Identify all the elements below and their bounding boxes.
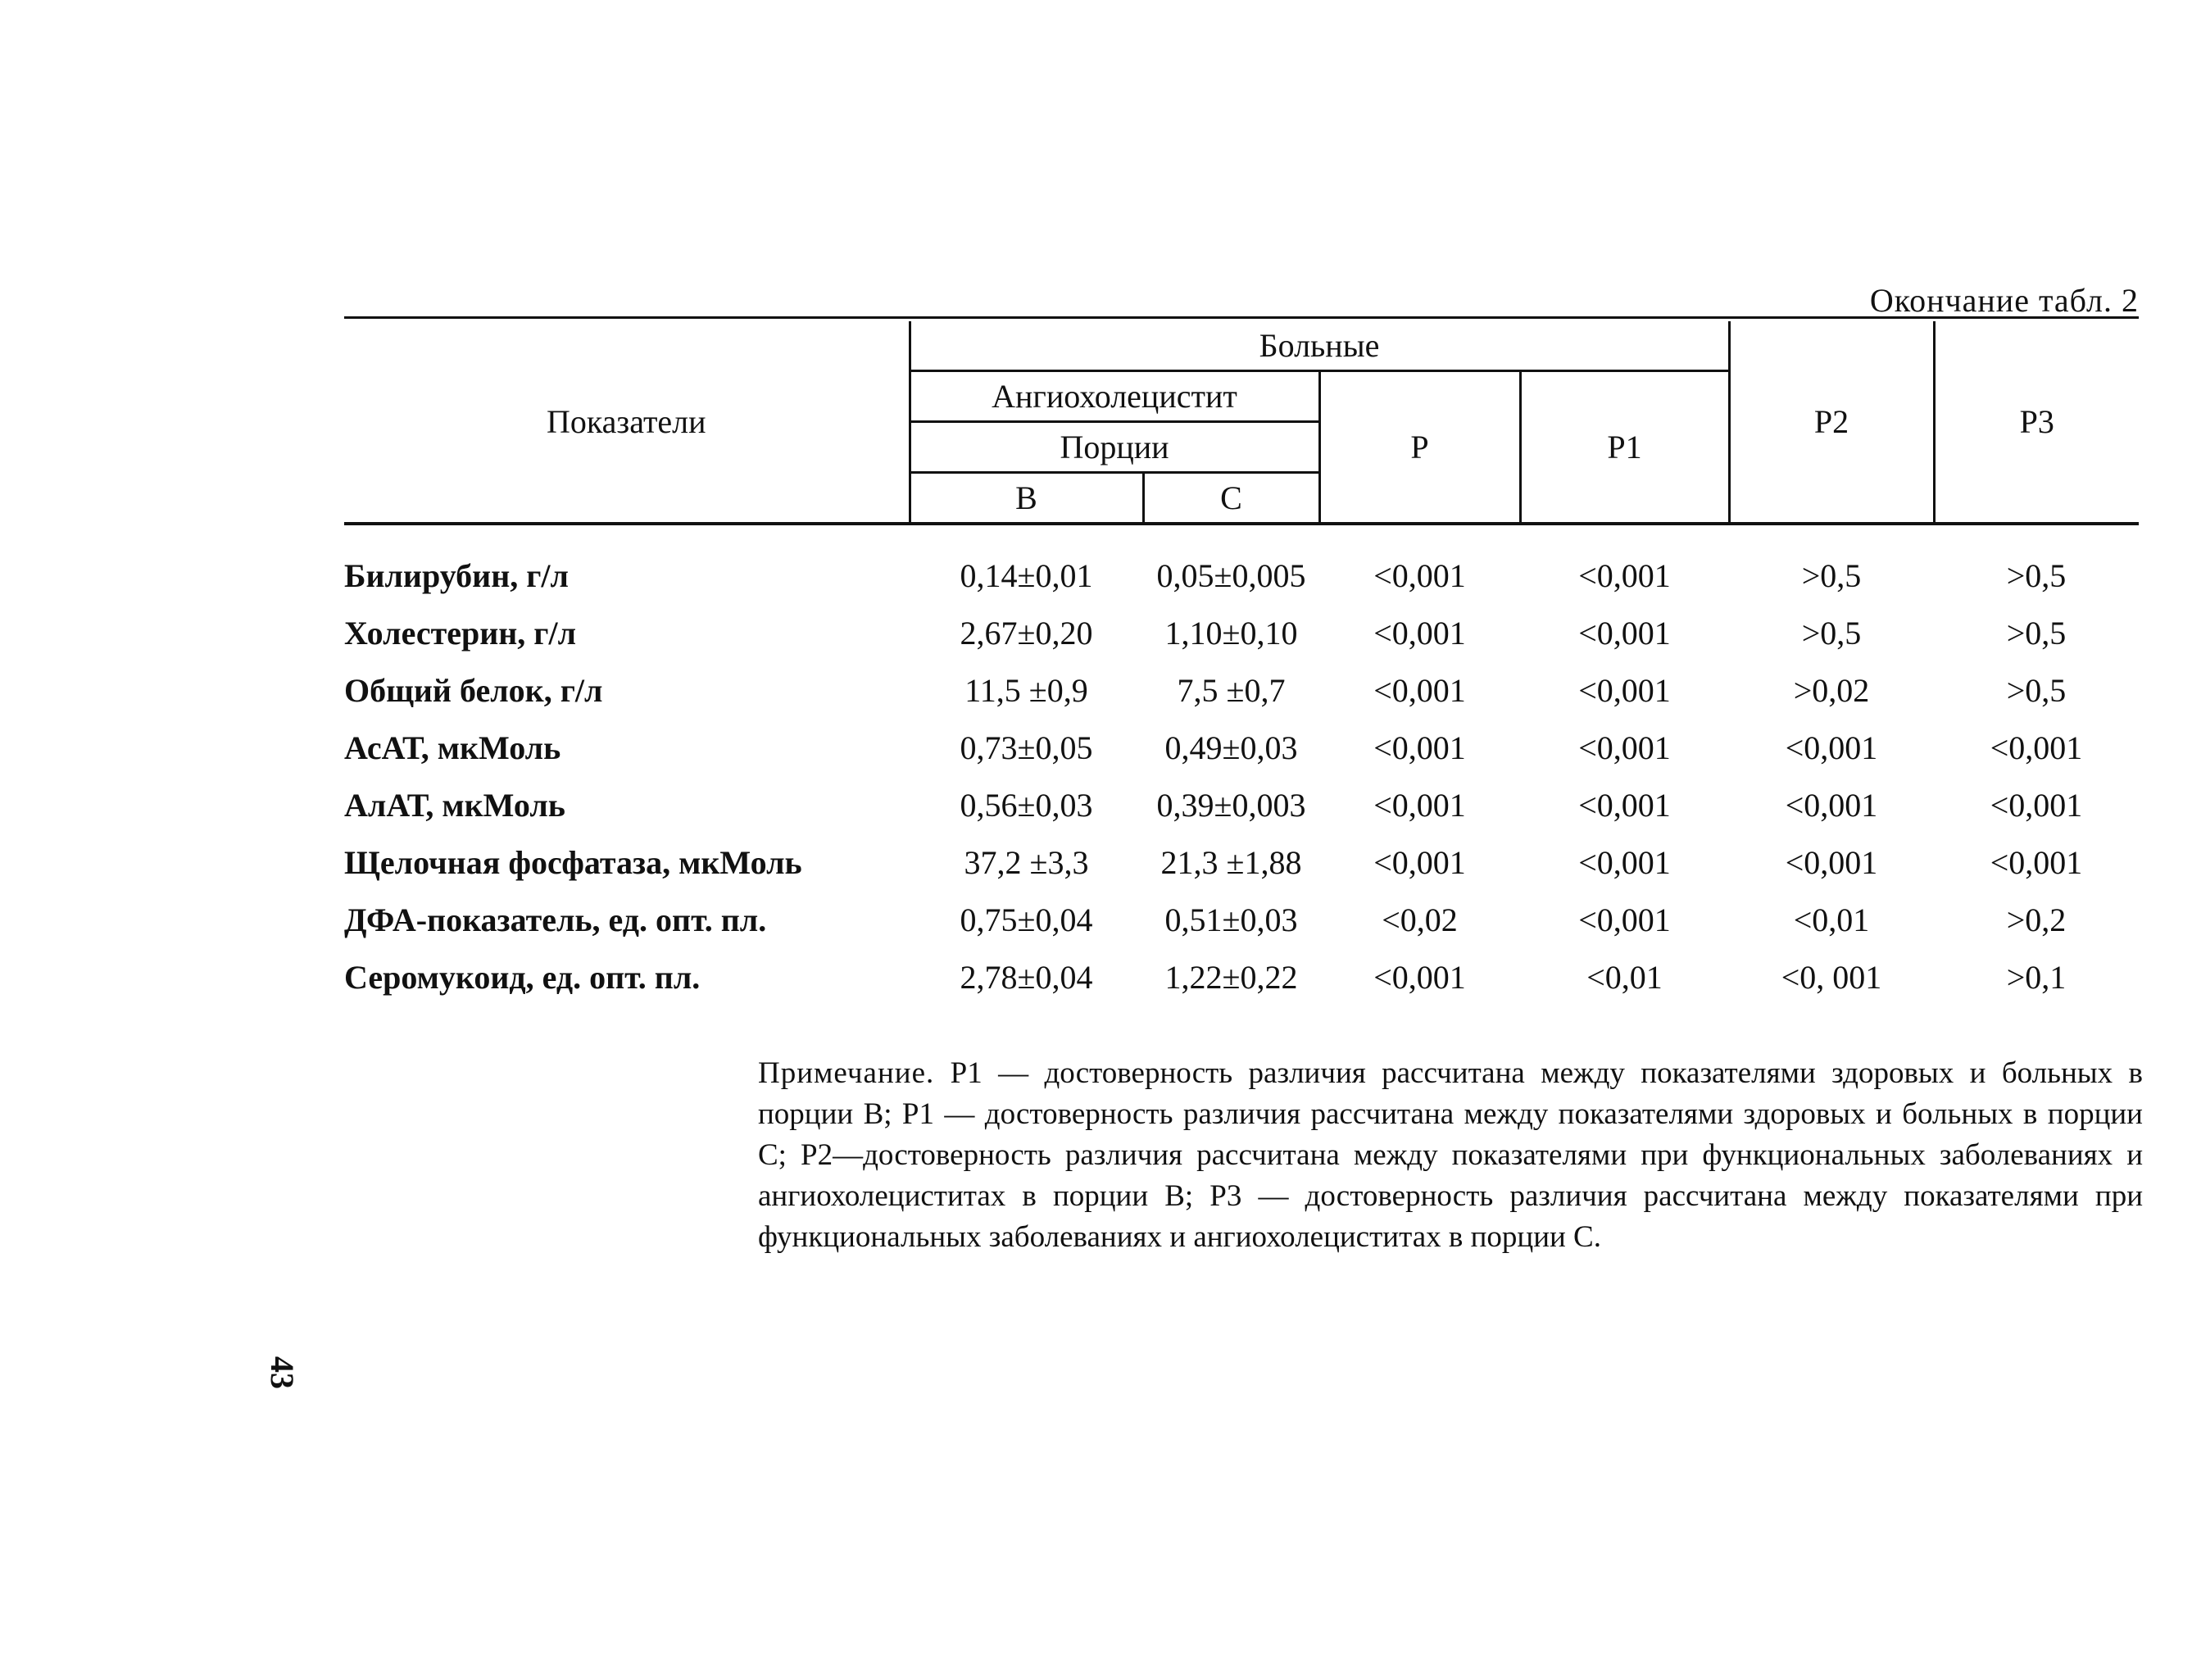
cell-p2: <0,01 [1793, 901, 1870, 938]
cell-p2: <0,001 [1785, 786, 1878, 824]
cell-p2: >0,5 [1801, 614, 1862, 652]
cell-p3: >0,5 [2006, 556, 2067, 594]
cell-p2: >0,5 [1801, 556, 1862, 594]
cell-p1: <0,001 [1578, 614, 1671, 652]
table-row [344, 719, 2139, 776]
cell-p3: >0,5 [2006, 671, 2067, 709]
cell-p1: <0,001 [1578, 843, 1671, 881]
cell-p: <0,001 [1373, 729, 1466, 766]
table-note [758, 1053, 2143, 1258]
cell-c: 0,51±0,03 [1164, 901, 1298, 938]
table-row [344, 604, 2139, 661]
page-number: 43 [264, 1356, 301, 1389]
cell-p1: <0,001 [1578, 786, 1671, 824]
row-indicator-name: Щелочная фосфатаза, мкМоль [344, 843, 802, 881]
row-indicator-name: Общий белок, г/л [344, 671, 603, 709]
cell-c: 1,22±0,22 [1164, 958, 1298, 996]
cell-p1: <0,001 [1578, 901, 1671, 938]
table-caption: Окончание табл. 2 [1869, 282, 2139, 319]
cell-c: 0,05±0,005 [1156, 556, 1306, 594]
cell-p2: >0,02 [1793, 671, 1870, 709]
table-row [344, 833, 2139, 891]
header-portion-c: С [1143, 473, 1319, 523]
header-portion-b: В [910, 473, 1143, 523]
cell-c: 0,39±0,003 [1156, 786, 1306, 824]
cell-c: 21,3 ±1,88 [1160, 843, 1302, 881]
row-indicator-name: Билирубин, г/л [344, 556, 569, 594]
cell-p: <0,001 [1373, 843, 1466, 881]
cell-c: 0,49±0,03 [1164, 729, 1298, 766]
cell-p3: <0,001 [1990, 729, 2083, 766]
cell-b: 0,75±0,04 [960, 901, 1093, 938]
cell-p1: <0,001 [1578, 671, 1671, 709]
cell-b: 0,73±0,05 [960, 729, 1093, 766]
table-row [344, 776, 2139, 833]
cell-b: 2,78±0,04 [960, 958, 1093, 996]
table-row [344, 948, 2139, 1006]
header-p2: Р2 [1729, 321, 1934, 522]
cell-p2: <0, 001 [1781, 958, 1882, 996]
data-table [344, 321, 2139, 1006]
note-text: Р1 — достоверность различия рассчитана между показателями здоровых и больных в порции В; Р1 — достоверность различия рассчитана между показателями здоровых и больных в порции С; Р2—достоверность различия рассчитана между показателями при функциональных заболеваниях и ангиохолециститах в порции В; Р3 — достоверность различия рассчитана между показателями при функциональных заболеваниях и ангиохолециститах в порции С. [758, 1056, 2143, 1254]
cell-p3: >0,5 [2006, 614, 2067, 652]
cell-p3: >0,2 [2006, 901, 2067, 938]
header-p3: Р3 [1934, 321, 2139, 522]
cell-b: 11,5 ±0,9 [964, 671, 1088, 709]
table-body [344, 524, 2139, 1006]
cell-b: 37,2 ±3,3 [964, 843, 1089, 881]
header-p: Р [1319, 371, 1520, 523]
cell-p: <0,001 [1373, 958, 1466, 996]
cell-p2: <0,001 [1785, 843, 1878, 881]
cell-p3: >0,1 [2006, 958, 2067, 996]
table-header [344, 321, 2139, 524]
note-label: Примечание. [758, 1056, 935, 1090]
cell-p: <0,001 [1373, 786, 1466, 824]
table-row [344, 891, 2139, 948]
row-indicator-name: АлАТ, мкМоль [344, 786, 565, 824]
header-indicators: Показатели [546, 403, 706, 440]
table-row [344, 524, 2139, 604]
row-indicator-name: АсАТ, мкМоль [344, 729, 561, 766]
cell-p: <0,02 [1382, 901, 1458, 938]
cell-b: 0,56±0,03 [960, 786, 1093, 824]
header-p1: Р1 [1520, 371, 1729, 523]
cell-p3: <0,001 [1990, 843, 2083, 881]
cell-p2: <0,001 [1785, 729, 1878, 766]
cell-p: <0,001 [1373, 556, 1466, 594]
row-indicator-name: Серомукоид, ед. опт. пл. [344, 958, 701, 996]
table-row [344, 661, 2139, 719]
header-patients: Больные [910, 321, 1729, 371]
cell-c: 1,10±0,10 [1164, 614, 1298, 652]
cell-b: 2,67±0,20 [960, 614, 1093, 652]
row-indicator-name: ДФА-показатель, ед. опт. пл. [344, 901, 767, 938]
cell-p1: <0,01 [1586, 958, 1663, 996]
cell-p3: <0,001 [1990, 786, 2083, 824]
cell-c: 7,5 ±0,7 [1177, 671, 1286, 709]
cell-p1: <0,001 [1578, 729, 1671, 766]
top-rule [344, 316, 2139, 319]
data-table-container [344, 321, 2139, 1006]
cell-p1: <0,001 [1578, 556, 1671, 594]
header-disease: Ангиохолецистит [910, 371, 1319, 422]
header-portions: Порции [910, 422, 1319, 473]
cell-p: <0,001 [1373, 614, 1466, 652]
row-indicator-name: Холестерин, г/л [344, 614, 577, 652]
cell-p: <0,001 [1373, 671, 1466, 709]
cell-b: 0,14±0,01 [960, 556, 1093, 594]
